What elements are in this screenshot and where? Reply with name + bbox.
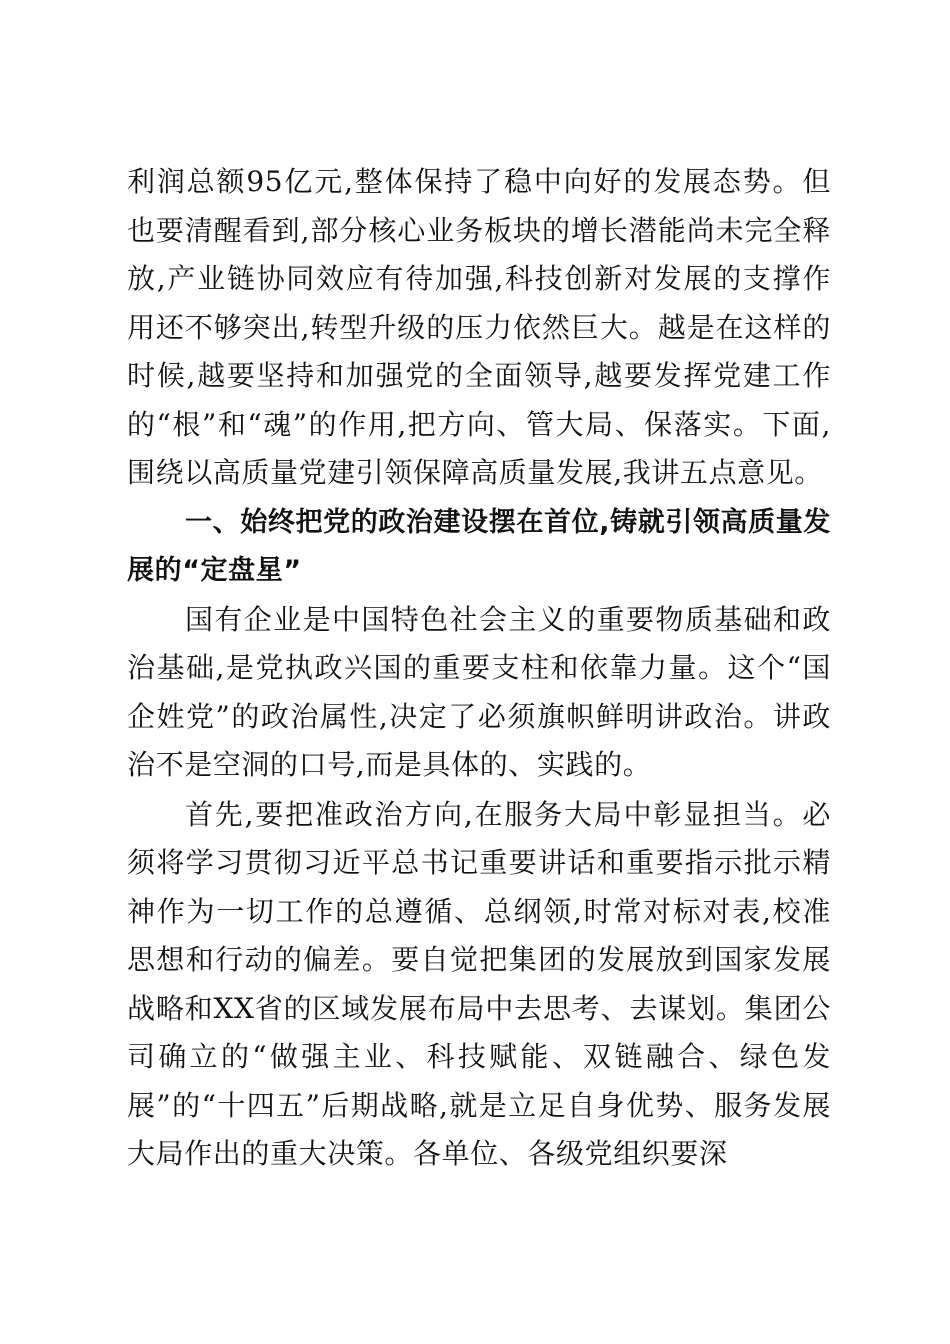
document-body (127, 158, 831, 1179)
body-paragraph: 国有企业是中国特色社会主义的重要物质基础和政治基础,是党执政兴国的重要支柱和依靠力量。这个“国企姓党”的政治属性,决定了必须旗帜鲜明讲政治。讲政治不是空洞的口号,而是具体的、实践的。 (127, 602, 831, 781)
section-heading: 一、始终把党的政治建设摆在首位,铸就引领高质量发展的“定盘星” (127, 506, 831, 586)
body-paragraph: 利润总额95亿元,整体保持了稳中向好的发展态势。但也要清醒看到,部分核心业务板块的增长潜能尚未完全释放,产业链协同效应有待加强,科技创新对发展的支撑作用还不够突出,转型升级的压力依然巨大。越是在这样的时候,越要坚持和加强党的全面领导,越要发挥党建工作的“根”和“魂”的作用,把方向、管大局、保落实。下面,围绕以高质量党建引领保障高质量发展,我讲五点意见。 (127, 165, 831, 489)
body-paragraph: 首先,要把准政治方向,在服务大局中彰显担当。必须将学习贯彻习近平总书记重要讲话和重要指示批示精神作为一切工作的总遵循、总纲领,时常对标对表,校准思想和行动的偏差。要自觉把集团的发展放到国家发展战略和XX省的区域发展布局中去思考、去谋划。集团公司确立的“做强主业、科技赋能、双链融合、绿色发展”的“十四五”后期战略,就是立足自身优势、服务发展大局作出的重大决策。各单位、各级党组织要深 (127, 797, 831, 1170)
